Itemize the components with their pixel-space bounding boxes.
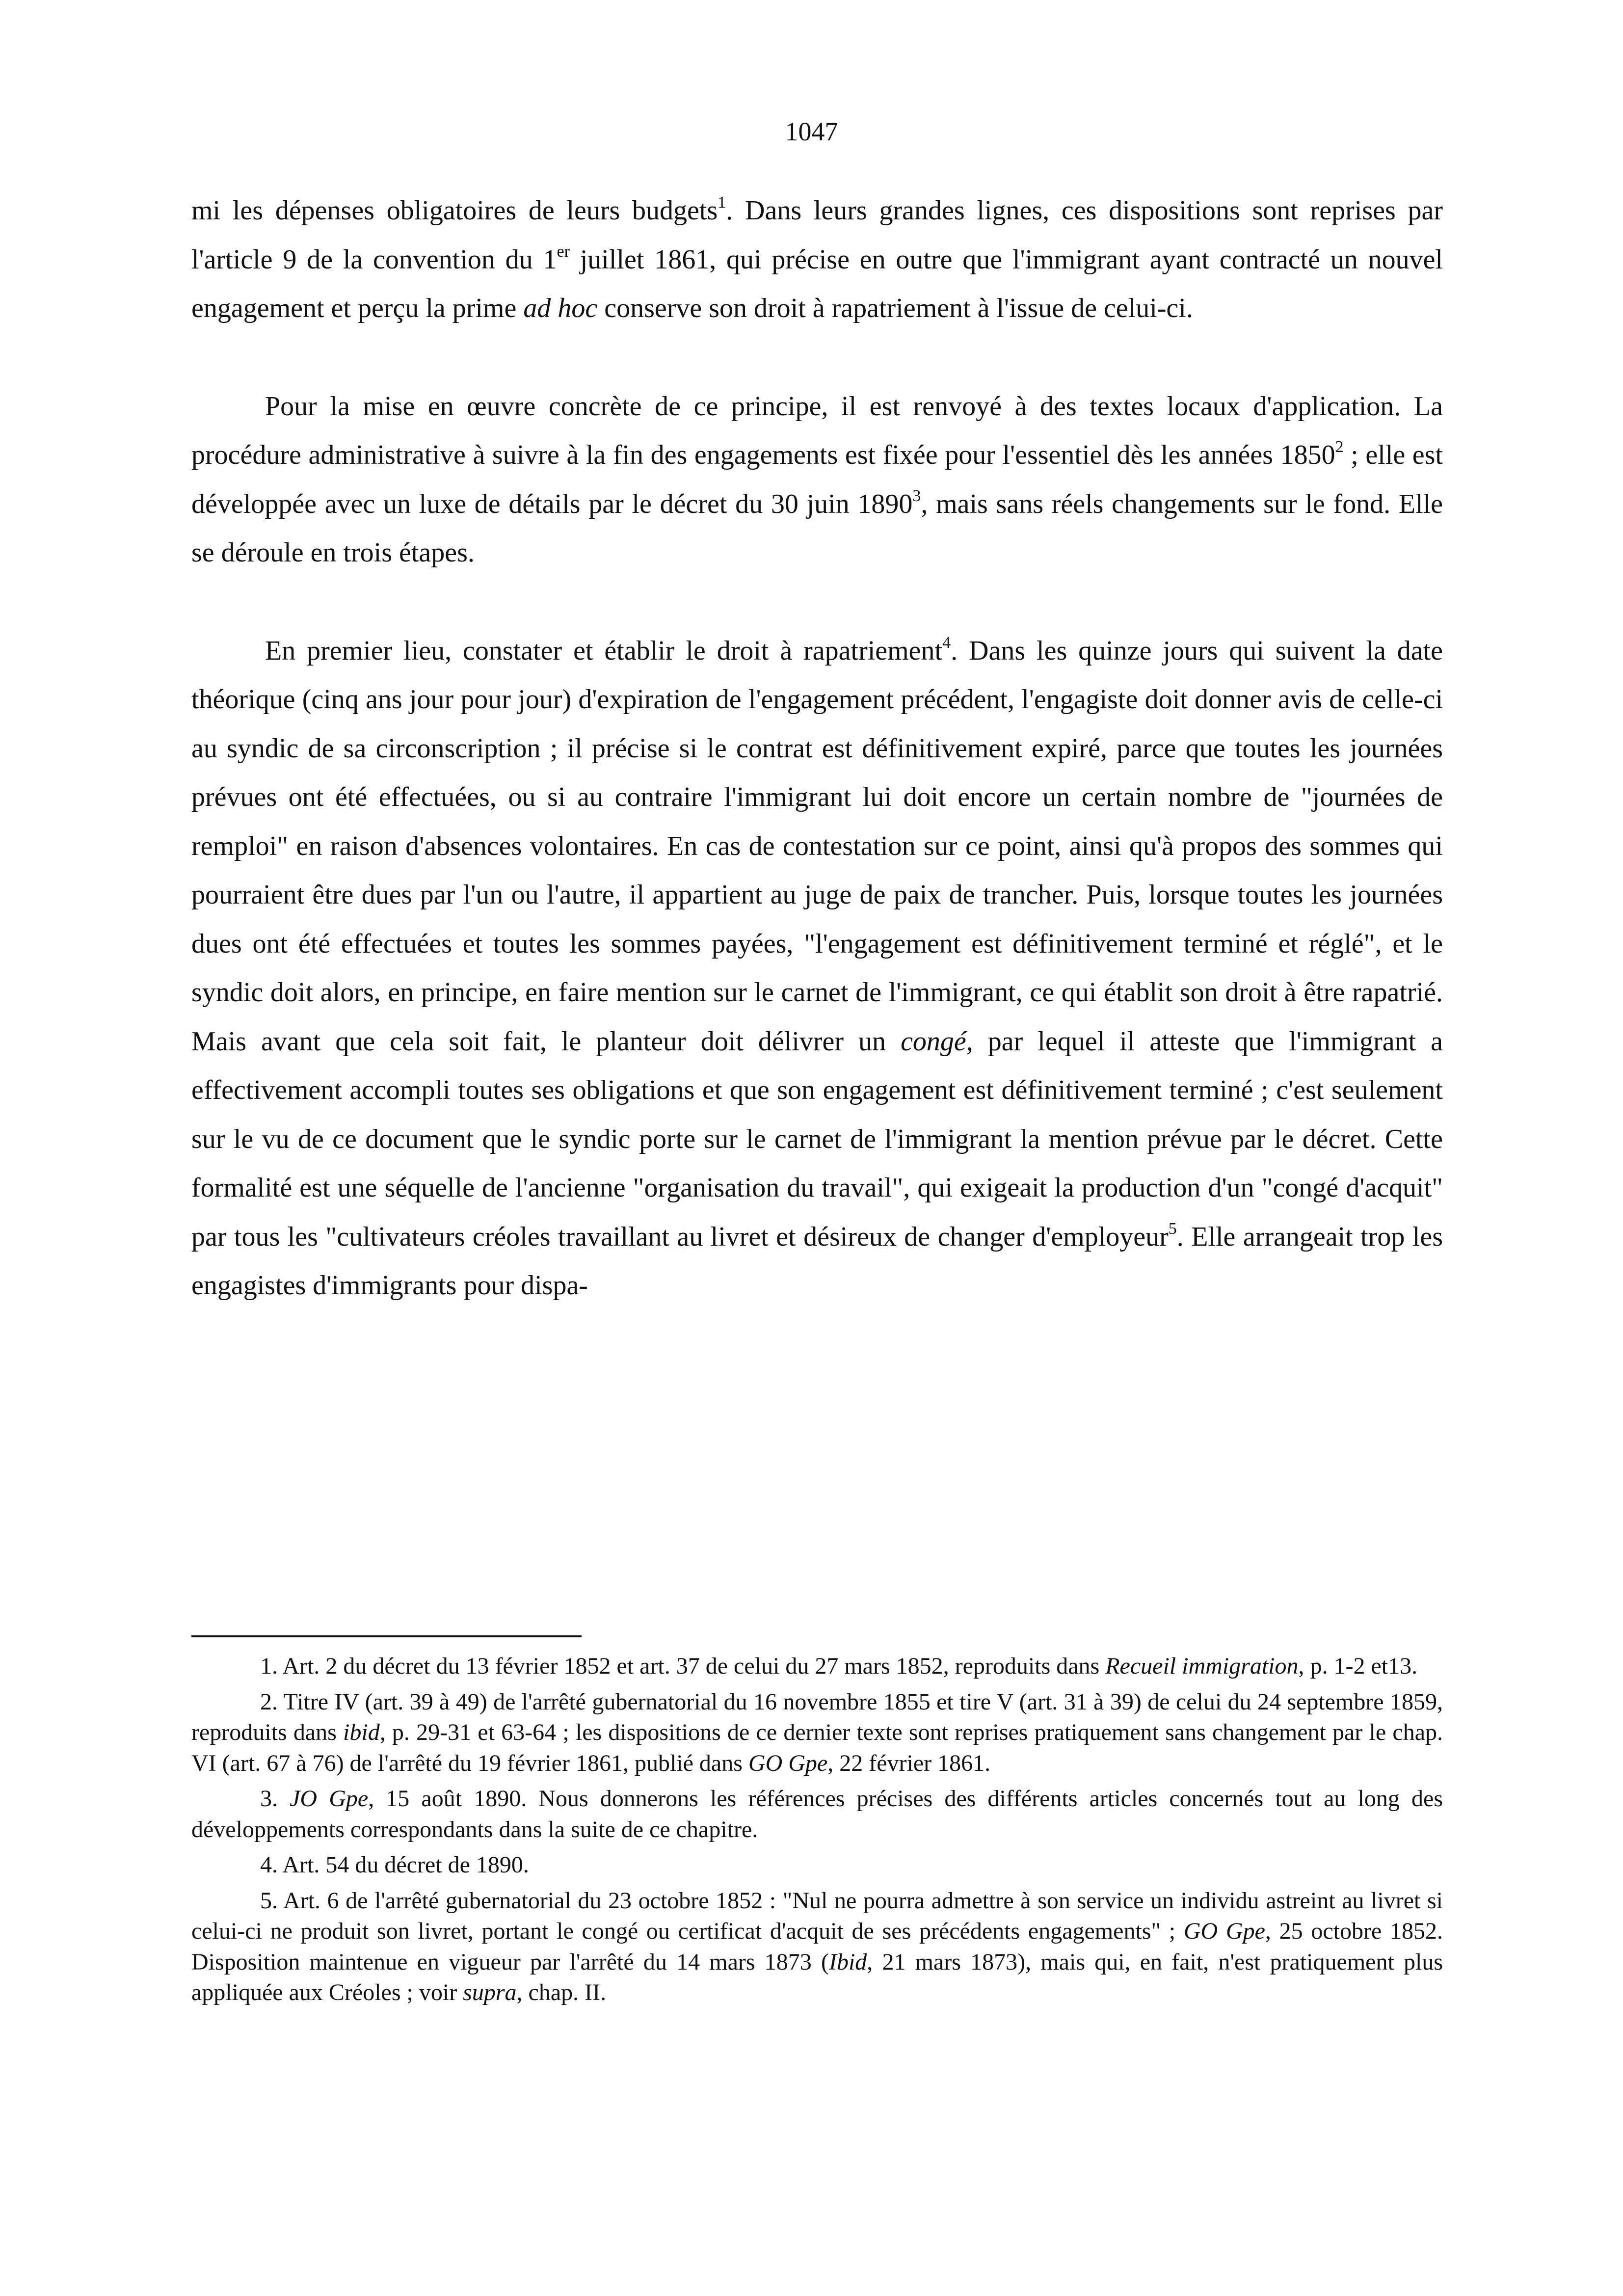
italic-text: GO Gpe [1183, 1918, 1265, 1944]
italic-text: Ibid [828, 1949, 867, 1975]
page-number: 1047 [785, 117, 838, 146]
italic-text: ad hoc [523, 293, 598, 323]
text-run: 2. Titre IV (art. 39 à 49) de l'arrêté gubernatorial du 16 novembre 1855 et tire V (art. 31 à 39) de celui du 24 septembre 1859, reproduits dans [191, 1688, 1443, 1745]
text-run: , p. 1-2 et13. [1298, 1653, 1418, 1679]
footnote-3 [191, 1784, 1443, 1845]
footnote-ref-2: 2 [1335, 438, 1344, 456]
ordinal-superscript: er [557, 242, 570, 261]
text-run: , 22 février 1861. [827, 1750, 991, 1776]
body-text [191, 187, 1443, 1310]
footnote-1 [191, 1651, 1443, 1682]
paragraph-1 [191, 187, 1443, 333]
italic-text: congé [901, 1026, 966, 1057]
text-run: , p. 29-31 et 63-64 ; les dispositions de ce dernier texte sont reprises pratiquement sans changement par le chap. VI (art. 67 à 76) de l'arrêté du 19 février 1861, publié dans [191, 1719, 1443, 1776]
text-run: . Dans leurs grandes lignes, ces dispositions sont reprises par l'article 9 de la convention du 1 [191, 195, 1443, 275]
text-run: 3. [260, 1786, 290, 1812]
text-run: mi les dépenses obligatoires de leurs budgets [191, 195, 718, 226]
paragraph-2 [191, 382, 1443, 578]
text-run: , mais sans réels changements sur le fond. Elle se déroule en trois étapes. [191, 488, 1443, 568]
italic-text: GO Gpe [748, 1750, 828, 1776]
text-run: , par lequel il atteste que l'immigrant a effectivement accompli toutes ses obligations et que son engagement est définitivement terminé ; c'est seulement sur le vu de ce document que le syndic porte sur le carnet de l'immigrant la mention prévue par le décret. Cette formalité est une séquelle de l'ancienne "organisation du travail", qui exigeait la production d'un "congé d'acquit" par tous les "cultivateurs créoles travaillant au livret et désireux de changer d'employeur [191, 1026, 1443, 1252]
footnote-ref-3: 3 [912, 486, 921, 505]
footnote-separator [191, 1635, 582, 1637]
italic-text: JO Gpe [290, 1786, 369, 1812]
text-run: Pour la mise en œuvre concrète de ce principe, il est renvoyé à des textes locaux d'application. La procédure administrative à suivre à la fin des engagements est fixée pour l'essentiel dès les années 1850 [191, 391, 1443, 470]
text-run: 5. Art. 6 de l'arrêté gubernatorial du 23 octobre 1852 : "Nul ne pourra admettre à son service un individu astreint au livret si celui-ci ne produit son livret, portant le congé ou certificat d'acquit de ses précédents engagements" ; [191, 1887, 1443, 1944]
italic-text: Recueil immigration [1105, 1653, 1299, 1679]
text-run: 4. Art. 54 du décret de 1890. [260, 1852, 529, 1878]
text-run: juillet 1861, qui précise en outre que l'immigrant ayant contracté un nouvel engagement et perçu la prime [191, 244, 1443, 323]
text-run: 1. Art. 2 du décret du 13 février 1852 et art. 37 de celui du 27 mars 1852, reproduits dans [260, 1653, 1106, 1679]
text-run: ; elle est développée avec un luxe de détails par le décret du 30 juin 1890 [191, 440, 1443, 519]
text-run: , 15 août 1890. Nous donnerons les références précises des différents articles concernés tout au long des développements correspondants dans la suite de ce chapitre. [191, 1786, 1443, 1842]
footnote-5 [191, 1886, 1443, 2008]
paragraph-3 [191, 627, 1443, 1310]
text-run: , 21 mars 1873), mais qui, en fait, n'est pratiquement plus appliquée aux Créoles ; voir [191, 1949, 1443, 2005]
text-run: , 25 octobre 1852. Disposition maintenue en vigueur par l'arrêté du 14 mars 1873 ( [191, 1918, 1443, 1975]
footnote-4 [191, 1850, 1443, 1881]
text-run: , chap. II. [516, 1979, 607, 2005]
text-run: . Elle arrangeait trop les engagistes d'immigrants pour dispa- [191, 1221, 1443, 1301]
footnote-ref-4: 4 [942, 633, 951, 652]
footnote-ref-5: 5 [1168, 1219, 1177, 1238]
text-run: . Dans les quinze jours qui suivent la date théorique (cinq ans jour pour jour) d'expiration de l'engagement précédent, l'engagiste doit donner avis de celle-ci au syndic de sa circonscription ; il précise si le contrat est définitivement expiré, parce que toutes les journées prévues ont été effectuées, ou si au contraire l'immigrant lui doit encore un certain nombre de "journées de remploi" en raison d'absences volontaires. En cas de contestation sur ce point, ainsi qu'à propos des sommes qui pourraient être dues par l'un ou l'autre, il appartient au juge de paix de trancher. Puis, lorsque toutes les journées dues ont été effectuées et toutes les sommes payées, "l'engagement est définitivement terminé et réglé", et le syndic doit alors, en principe, en faire mention sur le carnet de l'immigrant, ce qui établit son droit à être rapatrié. Mais avant que cela soit fait, le planteur doit délivrer un [191, 635, 1443, 1057]
footnotes [191, 1651, 1443, 2013]
footnote-ref-1: 1 [718, 193, 726, 212]
italic-text: supra [463, 1979, 517, 2005]
italic-text: ibid [343, 1719, 380, 1745]
text-run: En premier lieu, constater et établir le droit à rapatriement [265, 635, 943, 666]
text-run: conserve son droit à rapatriement à l'issue de celui-ci. [597, 293, 1193, 323]
footnote-2 [191, 1687, 1443, 1779]
